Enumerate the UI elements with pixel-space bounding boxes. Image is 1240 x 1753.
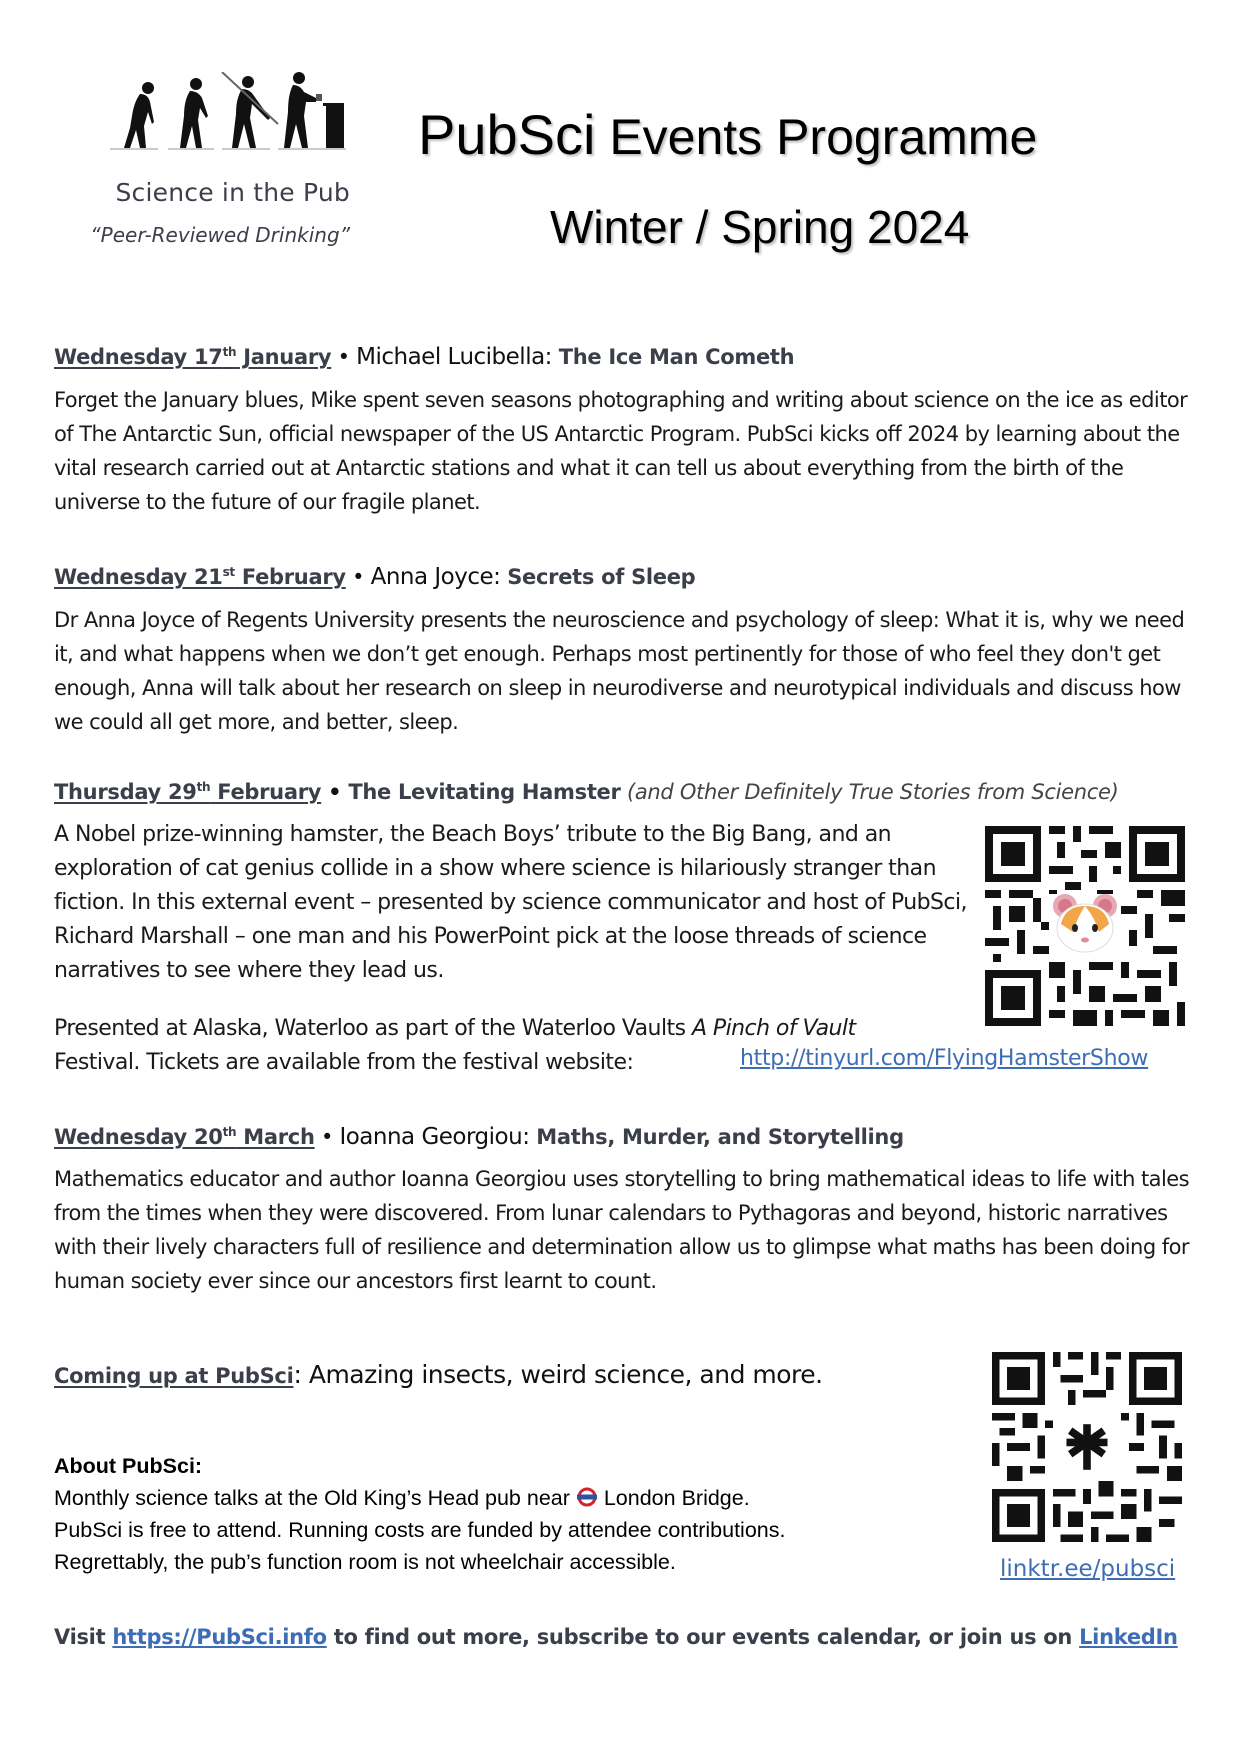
event-speaker: Ioanna Georgiou:: [339, 1124, 537, 1150]
separator: •: [331, 345, 357, 369]
logo-tagline: Science in the Pub: [115, 178, 350, 207]
festival-name: A Pinch of Vault: [691, 1016, 856, 1041]
evolution-of-man-to-pub-icon: [110, 72, 350, 162]
coming-up: [54, 1360, 823, 1389]
footer: Visit https://PubSci.info to find out more, subscribe to our events calendar, or join us on LinkedIn: [54, 1625, 1178, 1649]
page-title: [418, 102, 1037, 167]
title-rest: Events Programme: [595, 109, 1038, 165]
event-description: Mathematics educator and author Ioanna Georgiou uses storytelling to bring mathematical ideas to life with tales from the times when they were discovered. From lunar calendars to Pythagoras and beyond, historic narratives with their lively characters full of resilience and determination allow us to glimpse what maths has been doing for human society ever since our ancestors first learnt to count.: [54, 1167, 1190, 1293]
event-talk-subtitle: (and Other Definitely True Stories from Science): [620, 780, 1119, 804]
event-talk-title: The Levitating Hamster: [348, 780, 621, 804]
about-line-cost: PubSci is free to attend. Running costs are funded by attendee contributions.: [54, 1518, 786, 1542]
qr-code-linktree-icon[interactable]: [992, 1352, 1182, 1542]
logo-motto: “Peer-Reviewed Drinking”: [90, 223, 350, 247]
about-heading: About PubSci:: [54, 1454, 203, 1478]
event-date: Wednesday 17th January: [54, 345, 332, 369]
event-date: Thursday 29th February: [54, 780, 322, 804]
event-heading: [54, 780, 1119, 804]
london-underground-roundel-icon: [576, 1485, 598, 1507]
separator: •: [345, 565, 371, 589]
about-line-accessibility: Regrettably, the pub’s function room is not wheelchair accessible.: [54, 1550, 676, 1574]
linkedin-link[interactable]: LinkedIn: [1079, 1625, 1178, 1649]
about-line-location: Monthly science talks at the Old King’s Head pub near London Bridge.: [54, 1486, 750, 1510]
event-date: Wednesday 20th March: [54, 1125, 315, 1149]
event-description: A Nobel prize-winning hamster, the Beach Boys’ tribute to the Big Bang, and an exploration of cat genius collide in a show where science is hilariously stranger than fiction. In this external event – presented by science communicator and host of PubSci, Richard Marshall – one man and his PowerPoint pick at the loose threads of science narratives to see where they lead us.: [54, 822, 967, 983]
event-speaker: Anna Joyce:: [370, 564, 508, 590]
coming-up-label: Coming up at PubSci: [54, 1364, 294, 1388]
event-talk-title: Secrets of Sleep: [507, 565, 696, 589]
page-subtitle: Winter / Spring 2024: [550, 201, 970, 253]
event-description: Forget the January blues, Mike spent seven seasons photographing and writing about science on the ice as editor of The Antarctic Sun, official newspaper of the US Antarctic Program. PubSci kicks off 2024 by learning about the vital research carried out at Antarctic stations and what it can tell us about everything from the birth of the universe to the future of our fragile planet.: [54, 388, 1188, 514]
separator: •: [321, 780, 349, 804]
event-talk-title: Maths, Murder, and Storytelling: [536, 1125, 904, 1149]
event-heading: [54, 564, 695, 590]
coming-up-text: : Amazing insects, weird science, and more.: [293, 1360, 823, 1389]
about-section: [54, 1450, 785, 1578]
event-heading: [54, 1124, 904, 1150]
title-brand: PubSci: [418, 103, 596, 166]
event-description: Dr Anna Joyce of Regents University presents the neuroscience and psychology of sleep: What it is, why we need it, and what happens when we don’t get enough. Perhaps most pertinently for those of who feel they don't get enough, Anna will talk about her research on sleep in neurodiverse and neurotypical individuals and discuss how we could all get more, and better, sleep.: [54, 608, 1185, 734]
hamster-face-icon: [1049, 888, 1121, 960]
website-link[interactable]: https://PubSci.info: [112, 1625, 327, 1649]
qr-code-hamster-icon[interactable]: [985, 826, 1185, 1026]
event-venue: Presented at Alaska, Waterloo as part of the Waterloo Vaults A Pinch of Vault Festival. Tickets are available from the festival website:: [54, 1016, 856, 1075]
event-date: Wednesday 21st February: [54, 565, 346, 589]
event-speaker: Michael Lucibella:: [356, 344, 559, 370]
separator: •: [314, 1125, 340, 1149]
ticket-link[interactable]: http://tinyurl.com/FlyingHamsterShow: [740, 1046, 1149, 1071]
linktree-link[interactable]: linktr.ee/pubsci: [1000, 1556, 1176, 1582]
event-heading: [54, 344, 794, 370]
event-talk-title: The Ice Man Cometh: [558, 345, 795, 369]
